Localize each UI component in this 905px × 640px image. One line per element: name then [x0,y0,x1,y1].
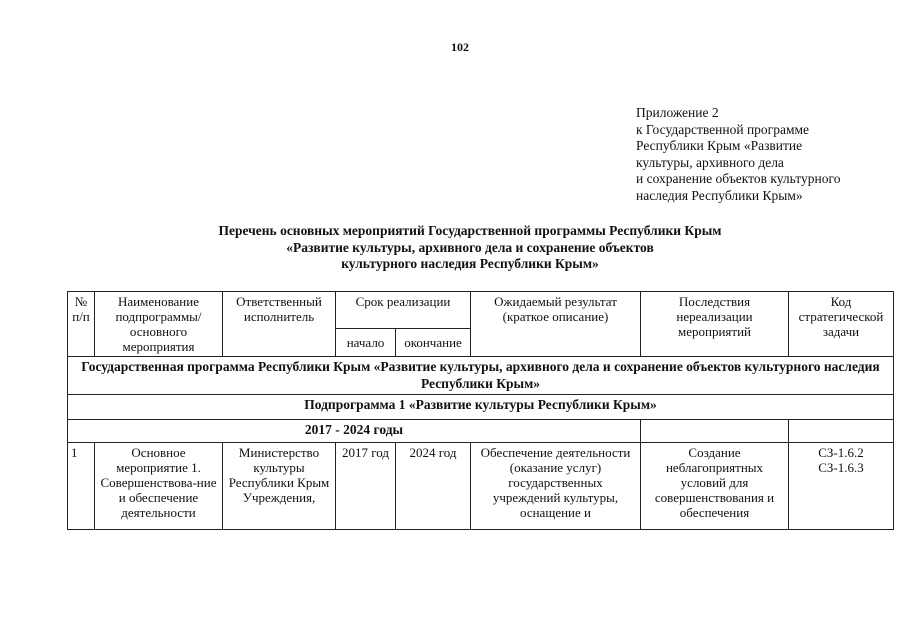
header-num: № п/п [68,292,95,357]
years-row [68,420,894,443]
header-executor: Ответственный исполнитель [223,292,336,357]
row-consequences: Создание неблагоприятных условий для совершенствования и обеспечения [641,443,789,530]
years-label: 2017 - 2024 годы [68,420,641,443]
appendix-line: Приложение 2 [636,105,719,120]
table-row [68,443,894,530]
header-consequences: Последствия нереализации мероприятий [641,292,789,357]
row-executor: Министерство культуры Республики Крым Учреждения, [223,443,336,530]
code-item: СЗ-1.6.2 [818,445,864,461]
row-codes [789,443,894,530]
header-code: Код стратегической задачи [789,292,894,357]
appendix-line: наследия Республики Крым» [636,187,803,203]
header-end: окончание [396,328,471,356]
row-end: 2024 год [396,443,471,530]
page-number: 102 [451,40,469,54]
row-start: 2017 год [336,443,396,530]
subprogram-title: Подпрограмма 1 «Развитие культуры Республики Крым» [68,395,894,420]
appendix-line: к Государственной программе [636,121,810,137]
header-name: Наименование подпрограммы/ основного мероприятия [95,292,223,357]
years-empty-cell [789,420,894,443]
title-line: «Развитие культуры, архивного дела и сохранение объектов [286,239,654,255]
document-title [150,223,790,273]
header-result: Ожидаемый результат (краткое описание) [471,292,641,357]
title-line: Перечень основных мероприятий Государственной программы Республики Крым [218,223,722,238]
header-start: начало [336,328,396,356]
years-empty-cell [641,420,789,443]
appendix-line: и сохранение объектов культурного [636,171,841,187]
row-result: Обеспечение деятельности (оказание услуг) государственных учреждений культуры, оснащение и [471,443,641,530]
program-title: Государственная программа Республики Крым «Развитие культуры, архивного дела и сохранение объектов культурного наследия Республики Крым» [68,357,894,395]
appendix-line: культуры, архивного дела [636,154,784,170]
program-row [68,357,894,395]
code-item: СЗ-1.6.3 [818,460,864,476]
row-num: 1 [68,443,95,530]
table-header-row [68,292,894,329]
subprogram-row [68,395,894,420]
header-period: Срок реализации [336,292,471,329]
title-line: культурного наследия Республики Крым» [341,256,599,272]
measures-table [67,291,894,530]
appendix-line: Республики Крым «Развитие [636,138,803,154]
appendix-note [636,105,898,205]
row-name: Основное мероприятие 1. Совершенствова-ние и обеспечение деятельности [95,443,223,530]
